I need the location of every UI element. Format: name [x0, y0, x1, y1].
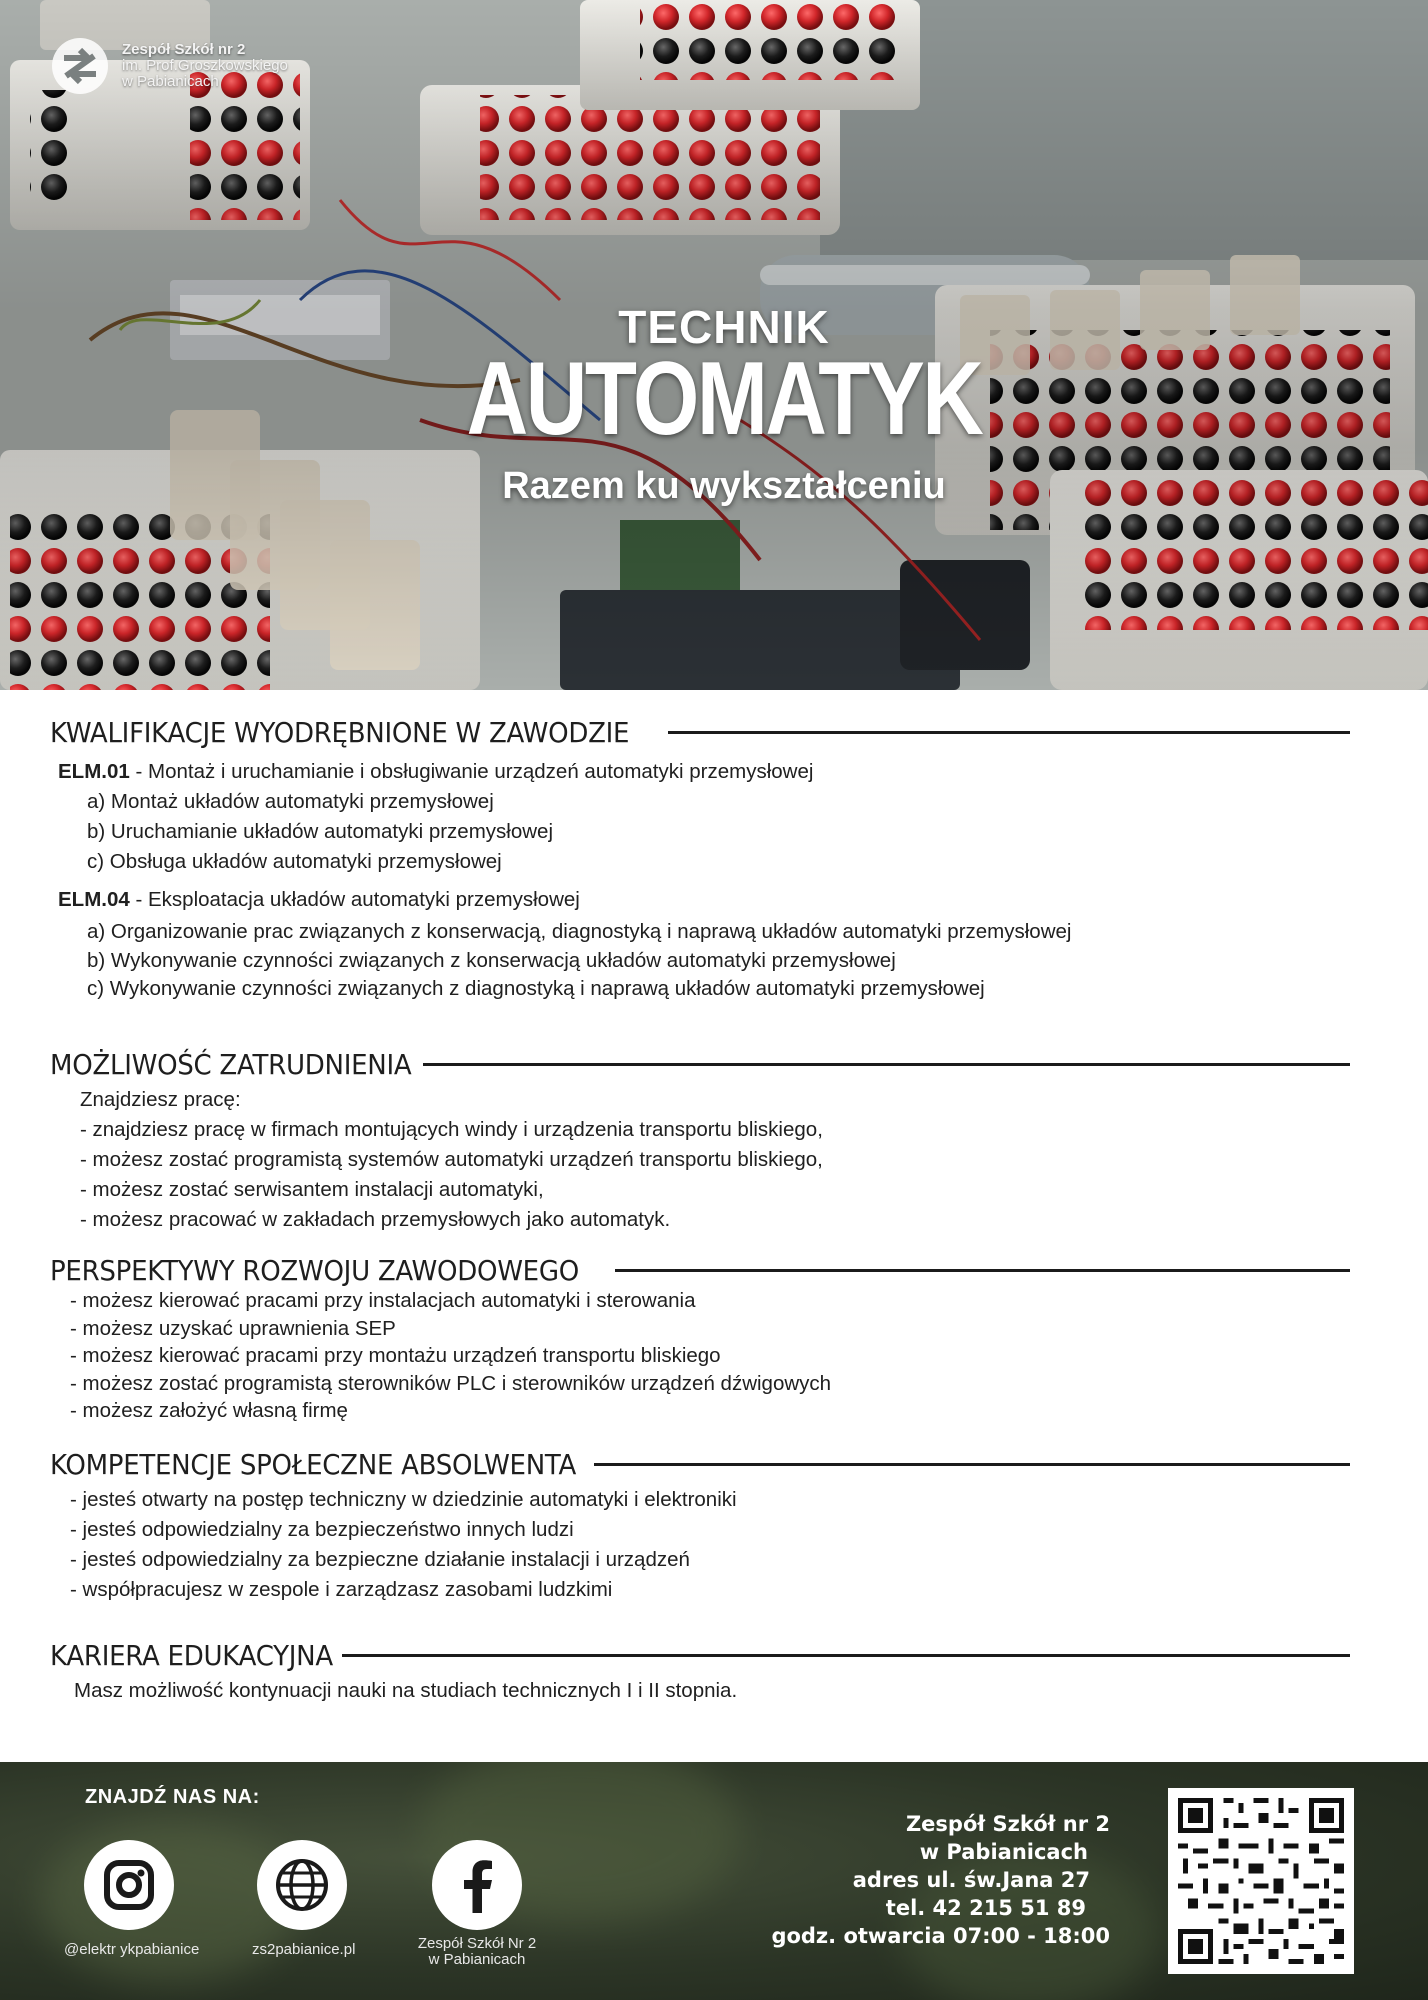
competences-section [50, 1447, 1350, 1605]
logo-line-3: w Pabianicach [122, 73, 219, 90]
list-item: - możesz zostać programistą systemów automatyki urządzeń transportu bliskiego, [80, 1148, 823, 1171]
hero-banner [0, 0, 1428, 690]
qualifications-title: KWALIFIKACJE WYODRĘBNIONE W ZAWODZIE [50, 715, 630, 749]
logo-line-2: im. Prof.Groszkowskiego [122, 57, 288, 74]
list-item: - współpracujesz w zespole i zarządzasz zasobami ludzkimi [70, 1578, 613, 1601]
contact-info [771, 1810, 1110, 1950]
hero-subtitle: Razem ku wykształceniu [502, 465, 946, 507]
contact-hours: godz. otwarcia 07:00 - 18:00 [771, 1924, 1110, 1948]
find-us-heading: ZNAJDŹ NAS NA: [85, 1786, 260, 1808]
website-url[interactable]: zs2pabianice.pl [252, 1941, 356, 1958]
list-item: - możesz uzyskać uprawnienia SEP [70, 1316, 396, 1340]
career-text: Masz możliwość kontynuacji nauki na studiach technicznych I i II stopnia. [74, 1679, 738, 1702]
hero-title-big: AUTOMATYK [466, 341, 982, 457]
list-item: c) Obsługa układów automatyki przemysłowej [87, 850, 502, 873]
footer [0, 1762, 1428, 2000]
list-item: b) Uruchamianie układów automatyki przemysłowej [87, 820, 553, 843]
list-item: b) Wykonywanie czynności związanych z konserwacją układów automatyki przemysłowej [87, 949, 896, 972]
section-divider [668, 731, 1350, 734]
facebook-icon [452, 1857, 502, 1913]
career-title: KARIERA EDUKACYJNA [50, 1638, 333, 1672]
perspectives-section [50, 1253, 1350, 1425]
perspectives-title: PERSPEKTYWY ROZWOJU ZAWODOWEGO [50, 1253, 579, 1287]
hero-title-small: TECHNIK [618, 301, 830, 353]
employment-intro: Znajdziesz pracę: [80, 1088, 241, 1111]
competences-title: KOMPETENCJE SPOŁECZNE ABSOLWENTA [50, 1447, 577, 1481]
list-item: - możesz zostać programistą sterowników PLC i sterowników urządzeń dźwigowych [70, 1371, 832, 1395]
list-item: a) Organizowanie prac związanych z konserwacją, diagnostyką i naprawą układów automatyki przemysłowej [87, 920, 1072, 943]
qualification-code: ELM.04 [58, 888, 130, 911]
qualification-elm04 [50, 885, 1350, 915]
section-divider [594, 1463, 1350, 1466]
list-item: - znajdziesz pracę w firmach montujących windy i urządzenia transportu bliskiego, [80, 1118, 823, 1141]
list-item: - jesteś odpowiedzialny za bezpieczeństwo innych ludzi [70, 1518, 574, 1541]
contact-city: w Pabianicach [919, 1840, 1088, 1864]
qualification-desc: - Eksploatacja układów automatyki przemysłowej [129, 888, 580, 911]
website-link[interactable] [257, 1840, 347, 1930]
facebook-line-1: Zespół Szkół Nr 2 [417, 1935, 537, 1952]
school-logo [50, 36, 288, 96]
employment-section [50, 1047, 1350, 1235]
section-divider [342, 1654, 1350, 1657]
qualification-elm01 [50, 757, 1350, 787]
facebook-line-2: w Pabianicach [428, 1951, 526, 1968]
section-divider [423, 1063, 1350, 1066]
facebook-page-name[interactable] [410, 1936, 544, 1968]
list-item: - możesz kierować pracami przy montażu urządzeń transportu bliskiego [70, 1344, 721, 1367]
career-section [50, 1638, 1350, 1706]
section-divider [615, 1269, 1350, 1272]
qr-code-icon[interactable] [1168, 1788, 1354, 1974]
contact-school-name: Zespół Szkół nr 2 [905, 1812, 1110, 1836]
facebook-link[interactable] [432, 1840, 522, 1930]
qualification-desc: - Montaż i uruchamianie i obsługiwanie urządzeń automatyki przemysłowej [129, 760, 814, 783]
list-item: - możesz zostać serwisantem instalacji automatyki, [80, 1178, 544, 1201]
list-item: - jesteś otwarty na postęp techniczny w dziedzinie automatyki i elektroniki [70, 1488, 737, 1511]
qualifications-section [50, 715, 1350, 1003]
logo-line-1: Zespół Szkół nr 2 [122, 41, 246, 58]
list-item: - możesz założyć własną firmę [70, 1399, 348, 1422]
contact-address: adres ul. św.Jana 27 [852, 1868, 1090, 1892]
list-item: - jesteś odpowiedzialny za bezpieczne działanie instalacji i urządzeń [70, 1548, 690, 1571]
list-item: a) Montaż układów automatyki przemysłowej [87, 790, 494, 813]
instagram-link[interactable] [84, 1840, 174, 1930]
school-emblem-icon [50, 36, 110, 96]
instagram-icon [102, 1858, 156, 1912]
contact-phone: tel. 42 215 51 89 [885, 1896, 1086, 1920]
qualification-code: ELM.01 [58, 760, 130, 783]
list-item: - możesz pracować w zakładach przemysłowych jako automatyk. [80, 1208, 671, 1231]
list-item: c) Wykonywanie czynności związanych z diagnostyką i naprawą układów automatyki przemysłowej [87, 977, 985, 1000]
globe-icon [274, 1857, 330, 1913]
employment-title: MOŻLIWOŚĆ ZATRUDNIENIA [50, 1047, 412, 1081]
list-item: - możesz kierować pracami przy instalacjach automatyki i sterowania [70, 1289, 696, 1312]
instagram-handle[interactable]: @elektr ykpabianice [64, 1941, 200, 1958]
